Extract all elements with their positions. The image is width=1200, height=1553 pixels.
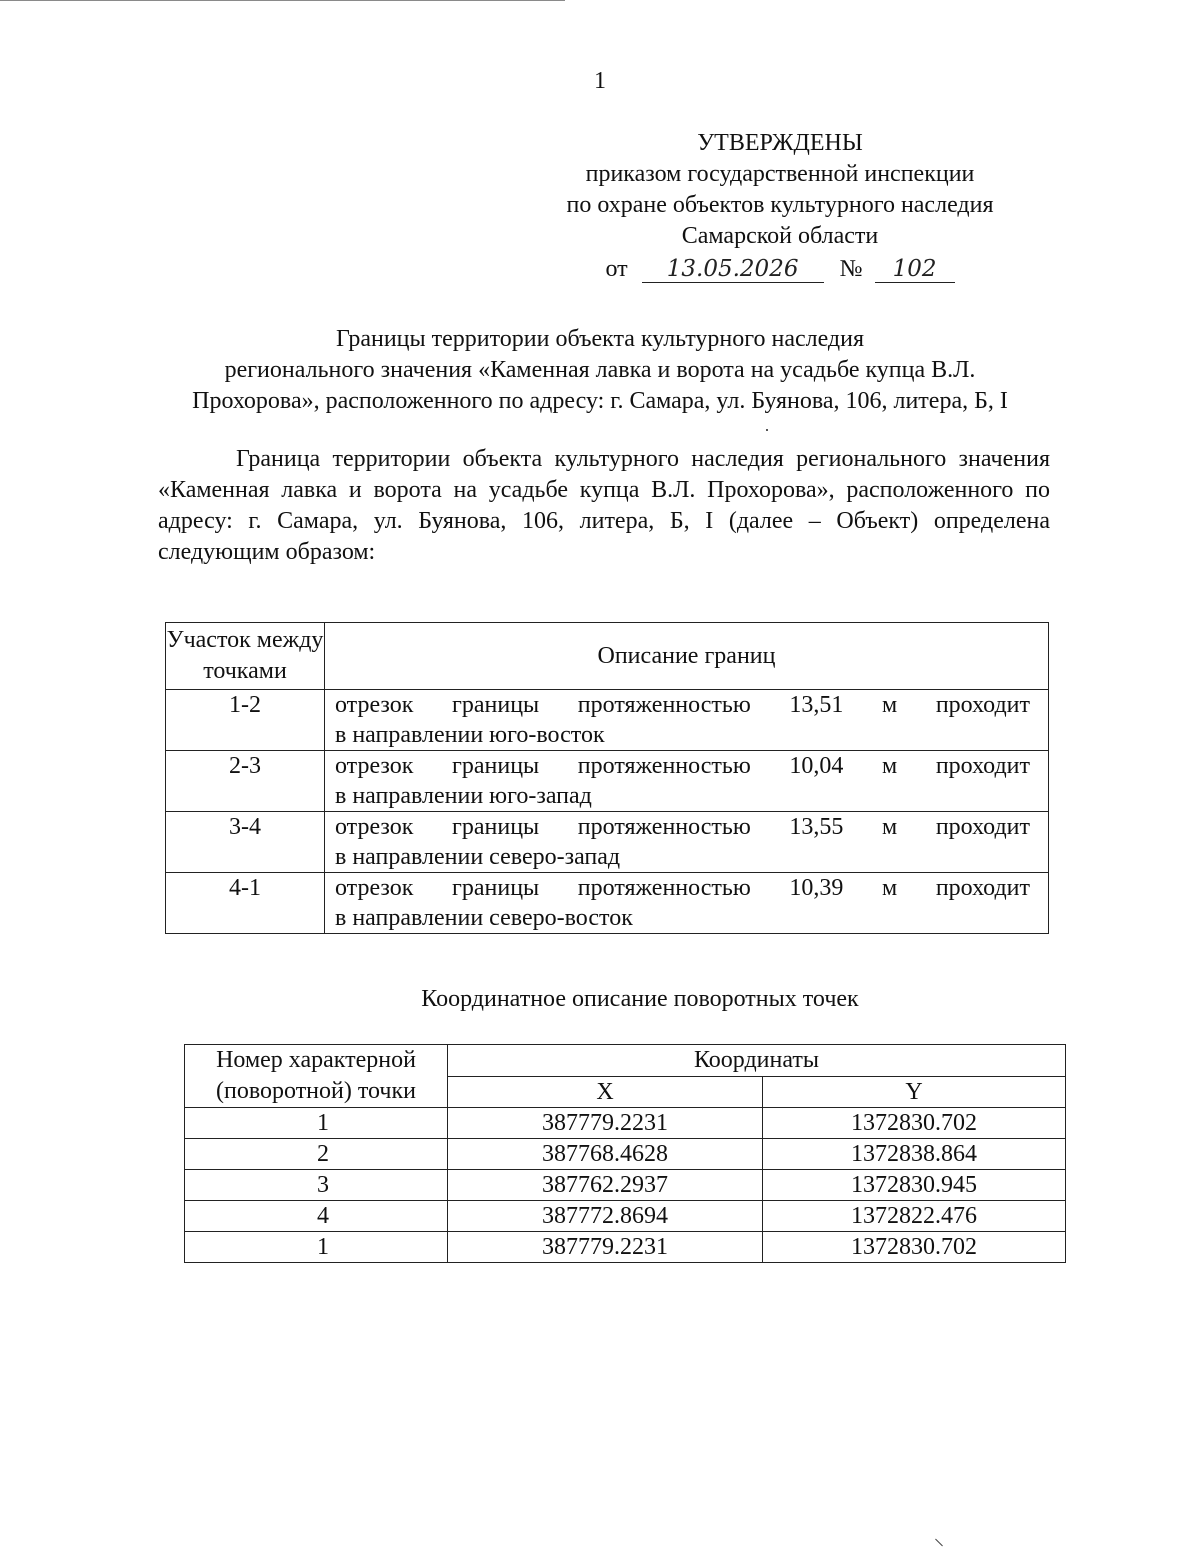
y-coordinate-cell: 1372838.864: [763, 1139, 1066, 1170]
handwritten-number: 102: [875, 256, 955, 283]
coordinates-title: Координатное описание поворотных точек: [421, 986, 859, 1012]
document-title-line-1: Границы территории объекта культурного наследия: [335, 326, 865, 352]
intro-paragraph: Граница территории объекта культурного наследия регионального значения «Каменная лавка и ворота на усадьбе купца В.Л. Прохорова», расположенного по адресу: г. Самара, ул. Буянова, 106, литера, Б, I (далее – Объект) определена следующим образом:: [158, 446, 1050, 565]
number-prefix: №: [839, 256, 863, 282]
x-coordinate-cell: 387779.2231: [448, 1232, 763, 1263]
scan-edge-line: [0, 0, 565, 1]
header-description: Описание границ: [325, 623, 1049, 690]
x-coordinate-cell: 387768.4628: [448, 1139, 763, 1170]
description-cell: [325, 690, 1049, 751]
page-number: 1: [594, 68, 606, 94]
approval-date-row: [530, 254, 1030, 285]
description-line-1: отрезок границы протяженностью 10,39 м проходит: [335, 875, 1030, 901]
approval-line-1: приказом государственной инспекции: [585, 161, 975, 187]
description-cell: [325, 812, 1049, 873]
handwritten-date: 13.05.2026: [642, 256, 824, 283]
x-coordinate-cell: 387762.2937: [448, 1170, 763, 1201]
description-line-2: в направлении северо-запад: [335, 844, 621, 870]
description-line-2: в направлении юго-восток: [335, 722, 605, 748]
y-coordinate-cell: 1372830.702: [763, 1232, 1066, 1263]
table-row: [166, 690, 1049, 751]
y-coordinate-cell: 1372830.945: [763, 1170, 1066, 1201]
table-row: [185, 1232, 1066, 1263]
description-line-1: отрезок границы протяженностью 13,55 м проходит: [335, 814, 1030, 840]
header-segment: Участок между точками: [166, 623, 325, 690]
boundaries-table: [165, 622, 1049, 934]
description-line-2: в направлении северо-восток: [335, 905, 633, 931]
description-line-1: отрезок границы протяженностью 10,04 м проходит: [335, 753, 1030, 779]
table-header-row: [185, 1045, 1066, 1077]
x-coordinate-cell: 387772.8694: [448, 1201, 763, 1232]
document-title: [120, 324, 1080, 417]
table-row: [166, 812, 1049, 873]
description-line-2: в направлении юго-запад: [335, 783, 592, 809]
coordinates-table: [184, 1044, 1066, 1263]
table-row: [185, 1201, 1066, 1232]
description-cell: [325, 873, 1049, 934]
y-coordinate-cell: 1372830.702: [763, 1108, 1066, 1139]
approval-line-3: Самарской области: [681, 223, 879, 249]
description-line-1: отрезок границы протяженностью 13,51 м проходит: [335, 692, 1030, 718]
header-coordinates: Координаты: [448, 1045, 1066, 1077]
point-number-cell: 1: [185, 1232, 448, 1263]
description-cell: [325, 751, 1049, 812]
approval-title: УТВЕРЖДЕНЫ: [697, 130, 863, 156]
table-row: [166, 751, 1049, 812]
approval-line-2: по охране объектов культурного наследия: [566, 192, 994, 218]
table-row: [185, 1108, 1066, 1139]
segment-cell: 4-1: [166, 873, 325, 934]
document-title-line-3: Прохорова», расположенного по адресу: г. Самара, ул. Буянова, 106, литера, Б, I: [192, 388, 1008, 414]
scan-mark: [935, 1539, 943, 1547]
header-point-number: Номер характерной (поворотной) точки: [185, 1045, 448, 1108]
table-row: [185, 1139, 1066, 1170]
header-y: Y: [763, 1076, 1066, 1108]
point-number-cell: 2: [185, 1139, 448, 1170]
table-row: [166, 873, 1049, 934]
scan-speck: [766, 429, 768, 431]
y-coordinate-cell: 1372822.476: [763, 1201, 1066, 1232]
x-coordinate-cell: 387779.2231: [448, 1108, 763, 1139]
point-number-cell: 3: [185, 1170, 448, 1201]
table-row: [185, 1170, 1066, 1201]
approval-block: [530, 128, 1030, 285]
date-prefix: от: [605, 256, 628, 282]
point-number-cell: 4: [185, 1201, 448, 1232]
segment-cell: 2-3: [166, 751, 325, 812]
point-number-cell: 1: [185, 1108, 448, 1139]
header-x: X: [448, 1076, 763, 1108]
segment-cell: 1-2: [166, 690, 325, 751]
segment-cell: 3-4: [166, 812, 325, 873]
table-header-row: [166, 623, 1049, 690]
document-title-line-2: регионального значения «Каменная лавка и ворота на усадьбе купца В.Л.: [224, 357, 976, 383]
